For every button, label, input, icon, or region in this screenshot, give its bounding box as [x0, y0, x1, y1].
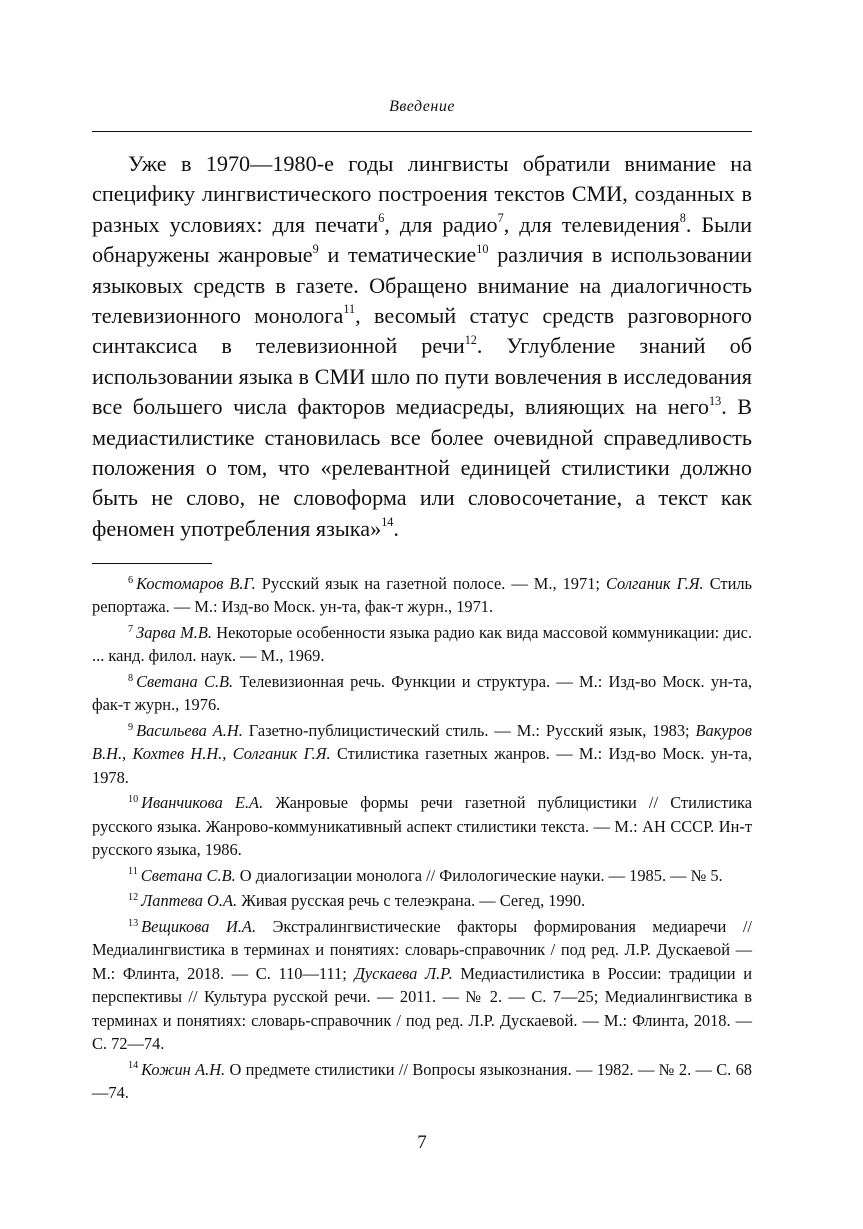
citation-text: Газетно-публицистический стиль. — М.: Русский язык, 1983; — [242, 721, 696, 740]
footnote-ref: 12 — [464, 332, 477, 347]
citation-text: Стилистика газетных жанров. — М.: Изд-во Моск. ун-та, 1978. — [92, 744, 752, 787]
footnote-number: 14 — [128, 1060, 139, 1072]
author-name: Светана С.В. — [140, 865, 236, 885]
footnote-number: 8 — [128, 672, 134, 684]
footnote — [92, 864, 752, 887]
footnote — [92, 670, 752, 717]
footnotes — [92, 572, 752, 1104]
footnote-separator — [92, 563, 212, 564]
citation-text: Жанровые формы речи газетной публицистики // Стилистика русского языка. Жанрово-коммуникативный аспект стилистики текста. — М.: АН СССР. Ин-т русского языка, 1986. — [92, 793, 753, 860]
author-name: Вещикова И.А. — [141, 917, 257, 936]
footnote — [92, 1058, 752, 1105]
footnote-number: 7 — [128, 623, 134, 635]
text-run: . — [393, 515, 399, 541]
footnote-number: 12 — [128, 891, 139, 903]
running-header: Введение — [389, 98, 455, 115]
header-rule — [92, 131, 752, 132]
footnote — [92, 791, 752, 861]
author-name: Иванчикова Е.А. — [141, 793, 264, 813]
text-run: различия в использовании языковых средств в газете. Обращено внимание на диалогичность телевизионного монолога — [92, 242, 753, 329]
citation-text: Телевизионная речь. Функции и структура. — М.: Изд-во Моск. ун-та, фак-т журн., 1976. — [92, 672, 752, 715]
footnote-number: 9 — [128, 721, 134, 733]
citation-text: Русский язык на газетной полосе. — М., 1971; — [255, 574, 606, 593]
citation-text: Некоторые особенности языка радио как вида массовой коммуникации: дис. ... канд. филол. наук. — М., 1969. — [92, 623, 752, 666]
text-run: Уже в 1970—1980-е годы лингвисты обратили внимание на специфику лингвистического построения текстов СМИ, созданных в разных условиях: для печати — [92, 151, 752, 237]
citation-text: Живая русская речь с телеэкрана. — Сегед, 1990. — [237, 891, 586, 911]
footnote-number: 11 — [128, 866, 138, 878]
footnote — [92, 889, 752, 912]
author-name: Дускаева Л.Р. — [354, 963, 453, 983]
footnote — [92, 915, 752, 1055]
footnote-number: 10 — [128, 793, 139, 805]
page-number: 7 — [417, 1132, 427, 1153]
author-name: Светана С.В. — [136, 672, 234, 691]
text-run: , весомый статус средств разговорного синтаксиса в телевизионной речи — [92, 303, 753, 359]
citation-text: Медиастилистика в России: традиции и перспективы // Культура русской речи. — 2011. — № 2. — С. 7—25; Медиалингвистика в терминах и понятиях: словарь-справочник / под ред. Л.Р. Дускаевой. — М.: Флинта, 2018. — С. 72—74. — [92, 963, 752, 1054]
text-run: . Углубление знаний об использовании языка в СМИ шло по пути вовлечения в исследования все большего числа факторов медиасреды, влияющих на него — [92, 333, 752, 420]
author-name: Костомаров В.Г. — [136, 574, 256, 593]
author-name: Вакуров В.Н., Кохтев Н.Н., Солганик Г.Я. — [92, 721, 752, 764]
author-name: Кожин А.Н. — [141, 1059, 226, 1079]
footnote-ref: 6 — [378, 211, 385, 226]
text-run: . Были обнаружены жанровые — [92, 211, 752, 268]
text-run: и тематические — [318, 242, 477, 268]
main-text — [92, 149, 752, 544]
footnote — [92, 621, 752, 668]
text-run: , для радио — [384, 211, 498, 237]
citation-text: Стиль репортажа. — М.: Изд-во Моск. ун-та, фак-т журн., 1971. — [92, 574, 753, 617]
citation-text: О предмете стилистики // Вопросы языкознания. — 1982. — № 2. — С. 68—74. — [92, 1059, 752, 1103]
footnote-ref: 9 — [312, 241, 319, 256]
citation-text: О диалогизации монолога // Филологические науки. — 1985. — № 5. — [235, 865, 723, 885]
author-name: Лаптева О.А. — [141, 891, 238, 911]
author-name: Зарва М.В. — [136, 623, 212, 642]
footnote-ref: 14 — [381, 515, 394, 530]
footnote-ref: 10 — [476, 241, 489, 256]
footnote-ref: 11 — [343, 302, 356, 317]
text-run: . В медиастилистике становилась все более очевидной справедливость положения о том, что «релевантной единицей стилистики должно быть не слово, не словоформа или словосочетание, а текст как феномен употребления языка» — [92, 394, 752, 541]
footnote-ref: 7 — [497, 211, 504, 226]
footnote-ref: 13 — [708, 393, 722, 408]
footnote-number: 13 — [128, 917, 139, 929]
footnote — [92, 719, 752, 789]
author-name: Солганик Г.Я. — [606, 574, 704, 593]
footnote-number: 6 — [128, 574, 134, 586]
author-name: Васильева А.Н. — [136, 721, 243, 740]
footnote — [92, 572, 752, 619]
footnote-ref: 8 — [679, 211, 686, 226]
paragraph — [92, 149, 752, 544]
citation-text: Экстралингвистические факторы формирования медиаречи // Медиалингвистика в терминах и понятиях: словарь-справочник / под ред. Л.Р. Дускаевой — М.: Флинта, 2018. — С. 110—111; — [92, 917, 752, 983]
text-run: , для телевидения — [503, 211, 680, 237]
